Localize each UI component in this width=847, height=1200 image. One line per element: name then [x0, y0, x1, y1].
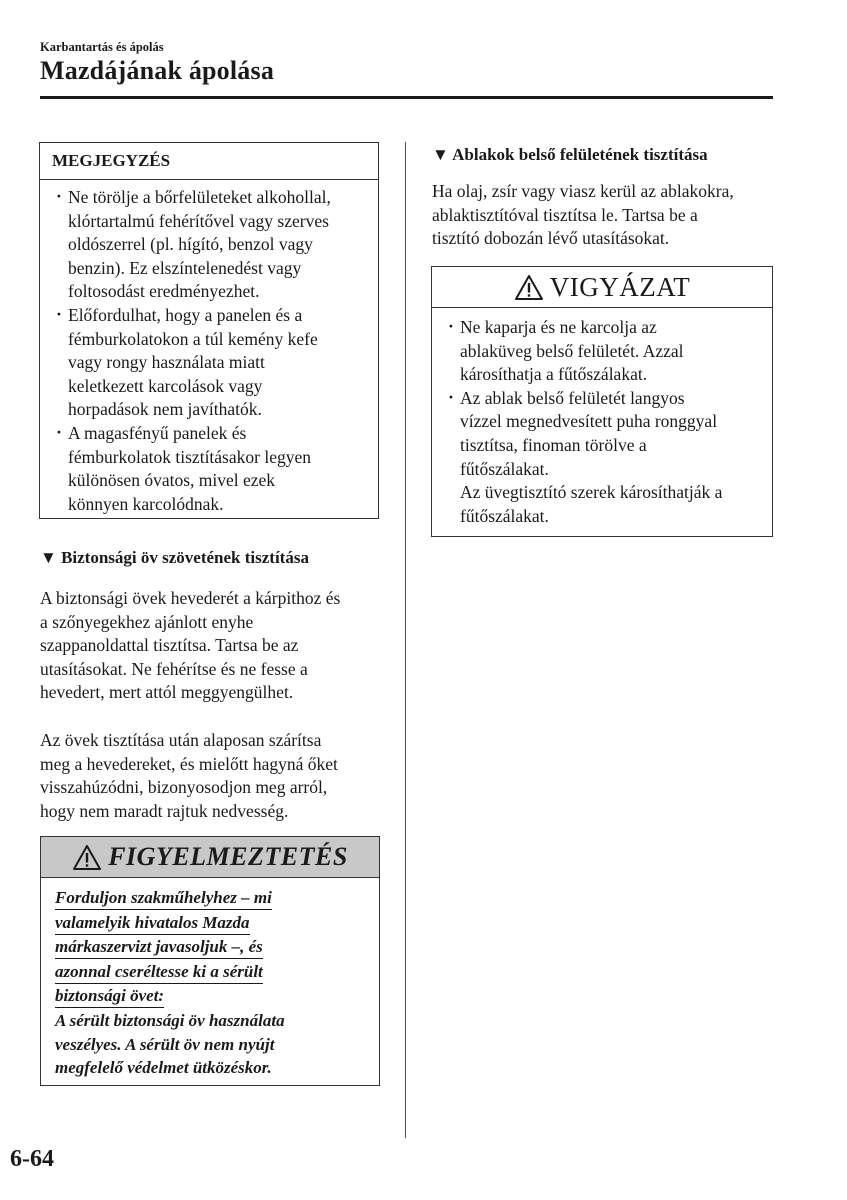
note-item — [56, 422, 370, 516]
warning-line: veszélyes. A sérült öv nem nyújt — [55, 1034, 275, 1054]
column-divider — [405, 142, 406, 1138]
note-line: különösen óvatos, mivel ezek — [68, 470, 276, 491]
note-line: · Ne törölje a bőrfelületeket alkohollal, — [68, 187, 331, 207]
note-line: oldószerrel (pl. hígító, benzol vagy — [68, 234, 313, 255]
caution-list — [432, 308, 772, 528]
warning-underlined-line: márkaszervizt javasoljuk –, és — [55, 936, 263, 959]
title-rule — [40, 96, 773, 99]
warning-body — [41, 878, 379, 1080]
warning-triangle-icon — [72, 844, 102, 871]
caution-line: tisztítsa, finoman törölve a — [460, 434, 647, 455]
caution-title: VIGYÁZAT — [549, 271, 691, 302]
text-line: utasításokat. Ne fehérítse és ne fesse a — [40, 658, 308, 679]
windows-heading: ▼ Ablakok belső felületének tisztítása — [432, 145, 708, 164]
caution-item — [448, 316, 764, 387]
seatbelt-paragraph-1 — [40, 587, 340, 705]
note-line: vagy rongy használata miatt — [68, 352, 265, 373]
warning-underlined-line: Forduljon szakműhelyhez – mi — [55, 887, 272, 910]
text-line: A biztonsági övek hevederét a kárpithoz és — [40, 588, 341, 608]
caution-box — [431, 266, 773, 537]
note-box — [39, 142, 379, 519]
note-line: · Előfordulhat, hogy a panelen és a — [68, 304, 303, 325]
seatbelt-heading: ▼ Biztonsági öv szövetének tisztítása — [40, 548, 309, 567]
caution-line: ablaküveg belső felületét. Azzal — [460, 340, 684, 361]
text-line: tisztító dobozán lévő utasításokat. — [432, 228, 670, 249]
caution-line: Az üvegtisztító szerek károsíthatják a — [460, 482, 723, 503]
text-line: hogy nem maradt rajtuk nedvesség. — [40, 800, 289, 821]
page-title: Mazdájának ápolása — [40, 56, 275, 85]
note-line: fémburkolatokon a túl kemény kefe — [68, 328, 318, 349]
warning-underlined-line: biztonsági övet: — [55, 985, 164, 1008]
text-line: Ha olaj, zsír vagy viasz kerül az ablakokra, — [432, 181, 734, 201]
text-line: a szőnyegekhez ajánlott enyhe — [40, 611, 254, 632]
note-item — [56, 304, 370, 422]
caution-line: fűtőszálakat. — [460, 505, 549, 526]
caution-line: · Az ablak belső felületét langyos — [460, 387, 685, 408]
windows-paragraph — [432, 180, 734, 251]
note-line: benzin). Ez elszíntelenedést vagy — [68, 257, 302, 278]
note-line: keletkezett karcolások vagy — [68, 375, 263, 396]
text-line: hevedert, mert attól meggyengülhet. — [40, 682, 294, 703]
warning-line: A sérült biztonsági öv használata — [55, 1010, 285, 1030]
warning-triangle-icon — [514, 274, 544, 301]
caution-line: fűtőszálakat. — [460, 458, 549, 479]
page-number: 6-64 — [10, 1146, 54, 1172]
warning-underlined-line: azonnal cseréltesse ki a sérült — [55, 961, 263, 984]
note-item — [56, 186, 370, 304]
note-line: fémburkolatok tisztításakor legyen — [68, 446, 311, 467]
text-line: visszahúzódni, bizonyosodjon meg arról, — [40, 777, 328, 798]
note-line: · A magasfényű panelek és — [68, 422, 247, 443]
text-line: meg a hevedereket, és mielőtt hagyná őket — [40, 753, 338, 774]
caution-item — [448, 387, 764, 529]
note-line: horpadások nem javíthatók. — [68, 399, 262, 420]
warning-line: megfelelő védelmet ütközéskor. — [55, 1058, 272, 1078]
caution-line: vízzel megnedvesített puha ronggyal — [460, 411, 718, 432]
caution-line: károsíthatja a fűtőszálakat. — [460, 364, 648, 385]
warning-title: FIGYELMEZTETÉS — [108, 842, 348, 871]
note-line: foltosodást eredményezhet. — [68, 281, 260, 302]
caution-line: · Ne kaparja és ne karcolja az — [460, 317, 657, 337]
note-line: klórtartalmú fehérítővel vagy szerves — [68, 210, 329, 231]
seatbelt-paragraph-2 — [40, 729, 338, 823]
text-line: szappanoldattal tisztítsa. Tartsa be az — [40, 635, 299, 656]
section-label: Karbantartás és ápolás — [40, 40, 164, 54]
warning-header — [41, 837, 379, 878]
note-title: MEGJEGYZÉS — [40, 143, 378, 180]
caution-header — [432, 267, 772, 308]
text-line: ablaktisztítóval tisztítsa le. Tartsa be a — [432, 204, 698, 225]
warning-underlined-line: valamelyik hivatalos Mazda — [55, 912, 250, 935]
text-line: Az övek tisztítása után alaposan szárítsa — [40, 730, 322, 750]
note-line: könnyen karcolódnak. — [68, 493, 224, 514]
warning-box — [40, 836, 380, 1086]
note-list — [40, 180, 378, 516]
